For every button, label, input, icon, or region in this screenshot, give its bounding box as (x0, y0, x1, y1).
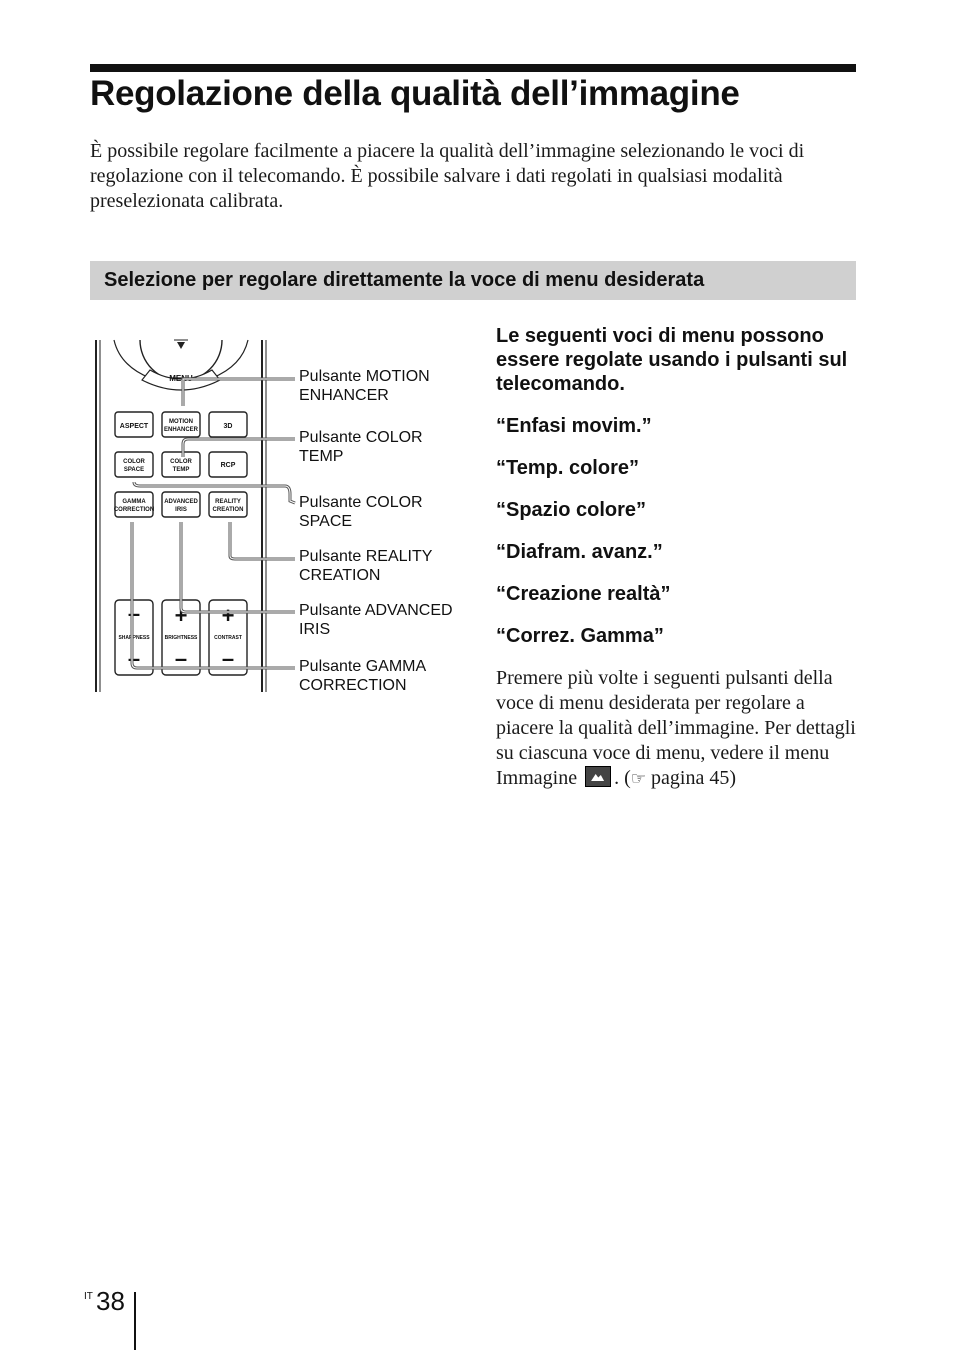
rcp-label: RCP (220, 462, 236, 469)
gamma-label-2: CORRECTION (113, 507, 155, 513)
menu-label: MENU (169, 374, 193, 383)
callout-color-space: Pulsante COLOR SPACE (299, 494, 423, 530)
page-number: 38 (96, 1286, 125, 1316)
brightness-minus: – (174, 646, 188, 671)
callout-reality-creation: Pulsante REALITY CREATION (299, 548, 433, 584)
right-column (496, 324, 861, 792)
motion-label-1: MOTION (169, 419, 193, 425)
list-item: “Diafram. avanz.” (496, 541, 663, 563)
gamma-correction-button (114, 492, 154, 517)
adv-iris-label-1: ADVANCED (164, 499, 198, 505)
page-number-rule (134, 1292, 136, 1350)
contrast-plus: + (221, 603, 235, 628)
aspect-label: ASPECT (119, 423, 149, 430)
lead-paragraph: Le seguenti voci di menu possono essere regolate usando i pulsanti sul telecomando. (496, 325, 848, 395)
motion-enhancer-button (162, 412, 200, 437)
3d-label: 3D (223, 423, 233, 430)
title-rule (90, 64, 856, 72)
intro-paragraph: È possibile regolare facilmente a piacere la qualità dell’immagine selezionando le voci di regolazione con il telecomando. È possibile salvare i dati regolati in qualsiasi modalità preselezionata calibrata. (90, 140, 805, 212)
page-reference: pagina 45) (646, 767, 736, 789)
sharpness-label: SHARPNESS (118, 635, 150, 641)
brightness-label: BRIGHTNESS (164, 635, 198, 641)
3d-button (209, 412, 247, 437)
body-text-paren: . ( (614, 767, 631, 789)
sharpness-minus-bottom: – (127, 646, 141, 671)
list-item: “Temp. colore” (496, 457, 639, 479)
callout-advanced-iris: Pulsante ADVANCED IRIS (299, 602, 453, 638)
contrast-label: CONTRAST (214, 635, 242, 641)
brightness-plus: + (174, 603, 188, 628)
sharpness-minus-top: – (127, 601, 141, 626)
callout-gamma-correction: Pulsante GAMMA CORRECTION (299, 658, 426, 694)
aspect-button (115, 412, 153, 437)
reality-label-2: CREATION (212, 507, 244, 513)
reality-creation-button (209, 492, 247, 517)
color-space-label-1: COLOR (123, 459, 145, 465)
list-item: “Correz. Gamma” (496, 625, 664, 647)
color-temp-label-1: COLOR (170, 459, 192, 465)
color-temp-label-2: TEMP (172, 467, 190, 473)
page-title: Regolazione della qualità dell’immagine (90, 74, 740, 113)
sharpness-rocker (115, 600, 153, 675)
contrast-minus: – (221, 646, 235, 671)
section-heading-band (90, 261, 856, 300)
reality-label-1: REALITY (215, 499, 241, 505)
section-heading: Selezione per regolare direttamente la voce di menu desiderata (104, 269, 705, 291)
color-space-button (115, 452, 153, 477)
callout-motion-enhancer: Pulsante MOTION ENHANCER (299, 368, 430, 404)
color-temp-button (162, 452, 200, 477)
body-paragraph (496, 666, 861, 792)
menu-item-list (496, 414, 861, 648)
list-item: “Spazio colore” (496, 499, 647, 521)
gamma-label-1: GAMMA (122, 499, 146, 505)
language-code: IT (84, 1291, 93, 1302)
color-space-label-2: SPACE (123, 467, 145, 473)
callout-color-temp: Pulsante COLOR TEMP (299, 429, 423, 465)
remote-control-figure (90, 336, 470, 696)
arrow-down-icon (177, 342, 185, 349)
motion-label-2: ENHANCER (163, 427, 199, 433)
list-item: “Enfasi movim.” (496, 415, 652, 437)
reference-pointer-icon: ☞ (630, 769, 647, 789)
advanced-iris-button (162, 492, 200, 517)
adv-iris-label-2: IRIS (175, 507, 187, 513)
body-text-main: Premere più volte i seguenti pulsanti della voce di menu desiderata per regolare a piacere la qualità dell’immagine. Per dettagli su ciascuna voce di menu, vedere il menu Immagine (496, 667, 856, 789)
rcp-button (209, 452, 247, 477)
picture-menu-icon (585, 766, 611, 787)
list-item: “Creazione realtà” (496, 583, 671, 605)
